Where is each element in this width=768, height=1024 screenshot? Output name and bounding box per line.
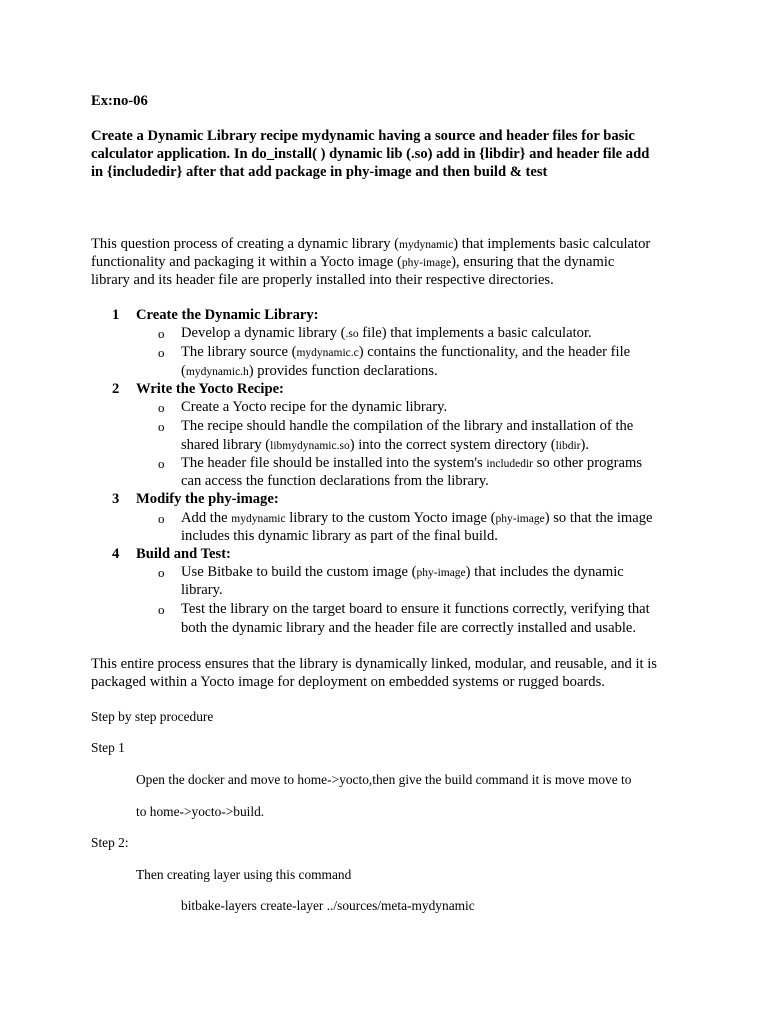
section-1-bullet-2-line-1: The library source (mydynamic.c) contains the functionality, and the header file xyxy=(181,344,631,360)
section-4-bullet-2-line-2: both the dynamic library and the header file are correctly installed and usable. xyxy=(181,620,637,636)
bullet-marker: o xyxy=(158,400,165,415)
bullet-marker: o xyxy=(158,456,165,471)
step-1-text-line-1: Open the docker and move to home->yocto,then give the build command it is move move to xyxy=(136,772,632,787)
section-1-number: 1 xyxy=(112,307,120,323)
section-2-bullet-1: Create a Yocto recipe for the dynamic library. xyxy=(181,399,448,415)
section-2-title: Write the Yocto Recipe: xyxy=(136,381,284,397)
step-2-label: Step 2: xyxy=(91,835,129,850)
section-2-bullet-3-line-2: can access the function declarations from the library. xyxy=(181,473,489,489)
step-1-text-line-2: to home->yocto->build. xyxy=(136,804,265,819)
section-2-bullet-3-line-1: The header file should be installed into the system's includedir so other programs xyxy=(181,455,643,471)
exercise-number: Ex:no-06 xyxy=(91,93,148,109)
bullet-marker: o xyxy=(158,419,165,434)
bullet-marker: o xyxy=(158,345,165,360)
bullet-marker: o xyxy=(158,326,165,341)
section-3-title: Modify the phy-image: xyxy=(136,491,279,507)
outro-line-2: packaged within a Yocto image for deployment on embedded systems or rugged boards. xyxy=(91,674,605,690)
title-line-2: calculator application. In do_install( ) dynamic lib (.so) add in {libdir} and header file add xyxy=(91,146,650,162)
section-1-bullet-2-line-2: (mydynamic.h) provides function declarations. xyxy=(181,363,438,379)
section-3-number: 3 xyxy=(112,491,120,507)
section-4-title: Build and Test: xyxy=(136,546,231,562)
procedure-heading: Step by step procedure xyxy=(91,709,214,724)
section-3-bullet-1-line-2: includes this dynamic library as part of the final build. xyxy=(181,528,498,544)
section-3-bullet-1-line-1: Add the mydynamic library to the custom Yocto image (phy-image) so that the image xyxy=(181,510,653,526)
bullet-marker: o xyxy=(158,602,165,617)
outro-line-1: This entire process ensures that the library is dynamically linked, modular, and reusable, and it is xyxy=(91,656,657,672)
section-4-bullet-1-line-1: Use Bitbake to build the custom image (phy-image) that includes the dynamic xyxy=(181,564,624,580)
section-4-number: 4 xyxy=(112,546,120,562)
section-4-bullet-2-line-1: Test the library on the target board to ensure it functions correctly, verifying that xyxy=(181,601,650,617)
section-2-bullet-2-line-2: shared library (libmydynamic.so) into the correct system directory (libdir). xyxy=(181,437,589,453)
section-4-bullet-1-line-2: library. xyxy=(181,582,223,598)
intro-line-3: library and its header file are properly installed into their respective directories. xyxy=(91,272,554,288)
title-line-3: in {includedir} after that add package in phy-image and then build & test xyxy=(91,164,548,180)
step-2-text: Then creating layer using this command xyxy=(136,867,352,882)
step-1-label: Step 1 xyxy=(91,740,125,755)
intro-line-2: functionality and packaging it within a Yocto image (phy-image), ensuring that the dynamic xyxy=(91,254,615,270)
bullet-marker: o xyxy=(158,511,165,526)
section-2-number: 2 xyxy=(112,381,120,397)
section-1-bullet-1: Develop a dynamic library (.so file) that implements a basic calculator. xyxy=(181,325,592,341)
create-layer-command: bitbake-layers create-layer ../sources/meta-mydynamic xyxy=(181,898,475,913)
title-line-1: Create a Dynamic Library recipe mydynamic having a source and header files for basic xyxy=(91,128,635,144)
section-2-bullet-2-line-1: The recipe should handle the compilation of the library and installation of the xyxy=(181,418,634,434)
intro-line-1: This question process of creating a dynamic library (mydynamic) that implements basic calculator xyxy=(91,236,651,252)
bullet-marker: o xyxy=(158,565,165,580)
section-1-title: Create the Dynamic Library: xyxy=(136,307,319,323)
